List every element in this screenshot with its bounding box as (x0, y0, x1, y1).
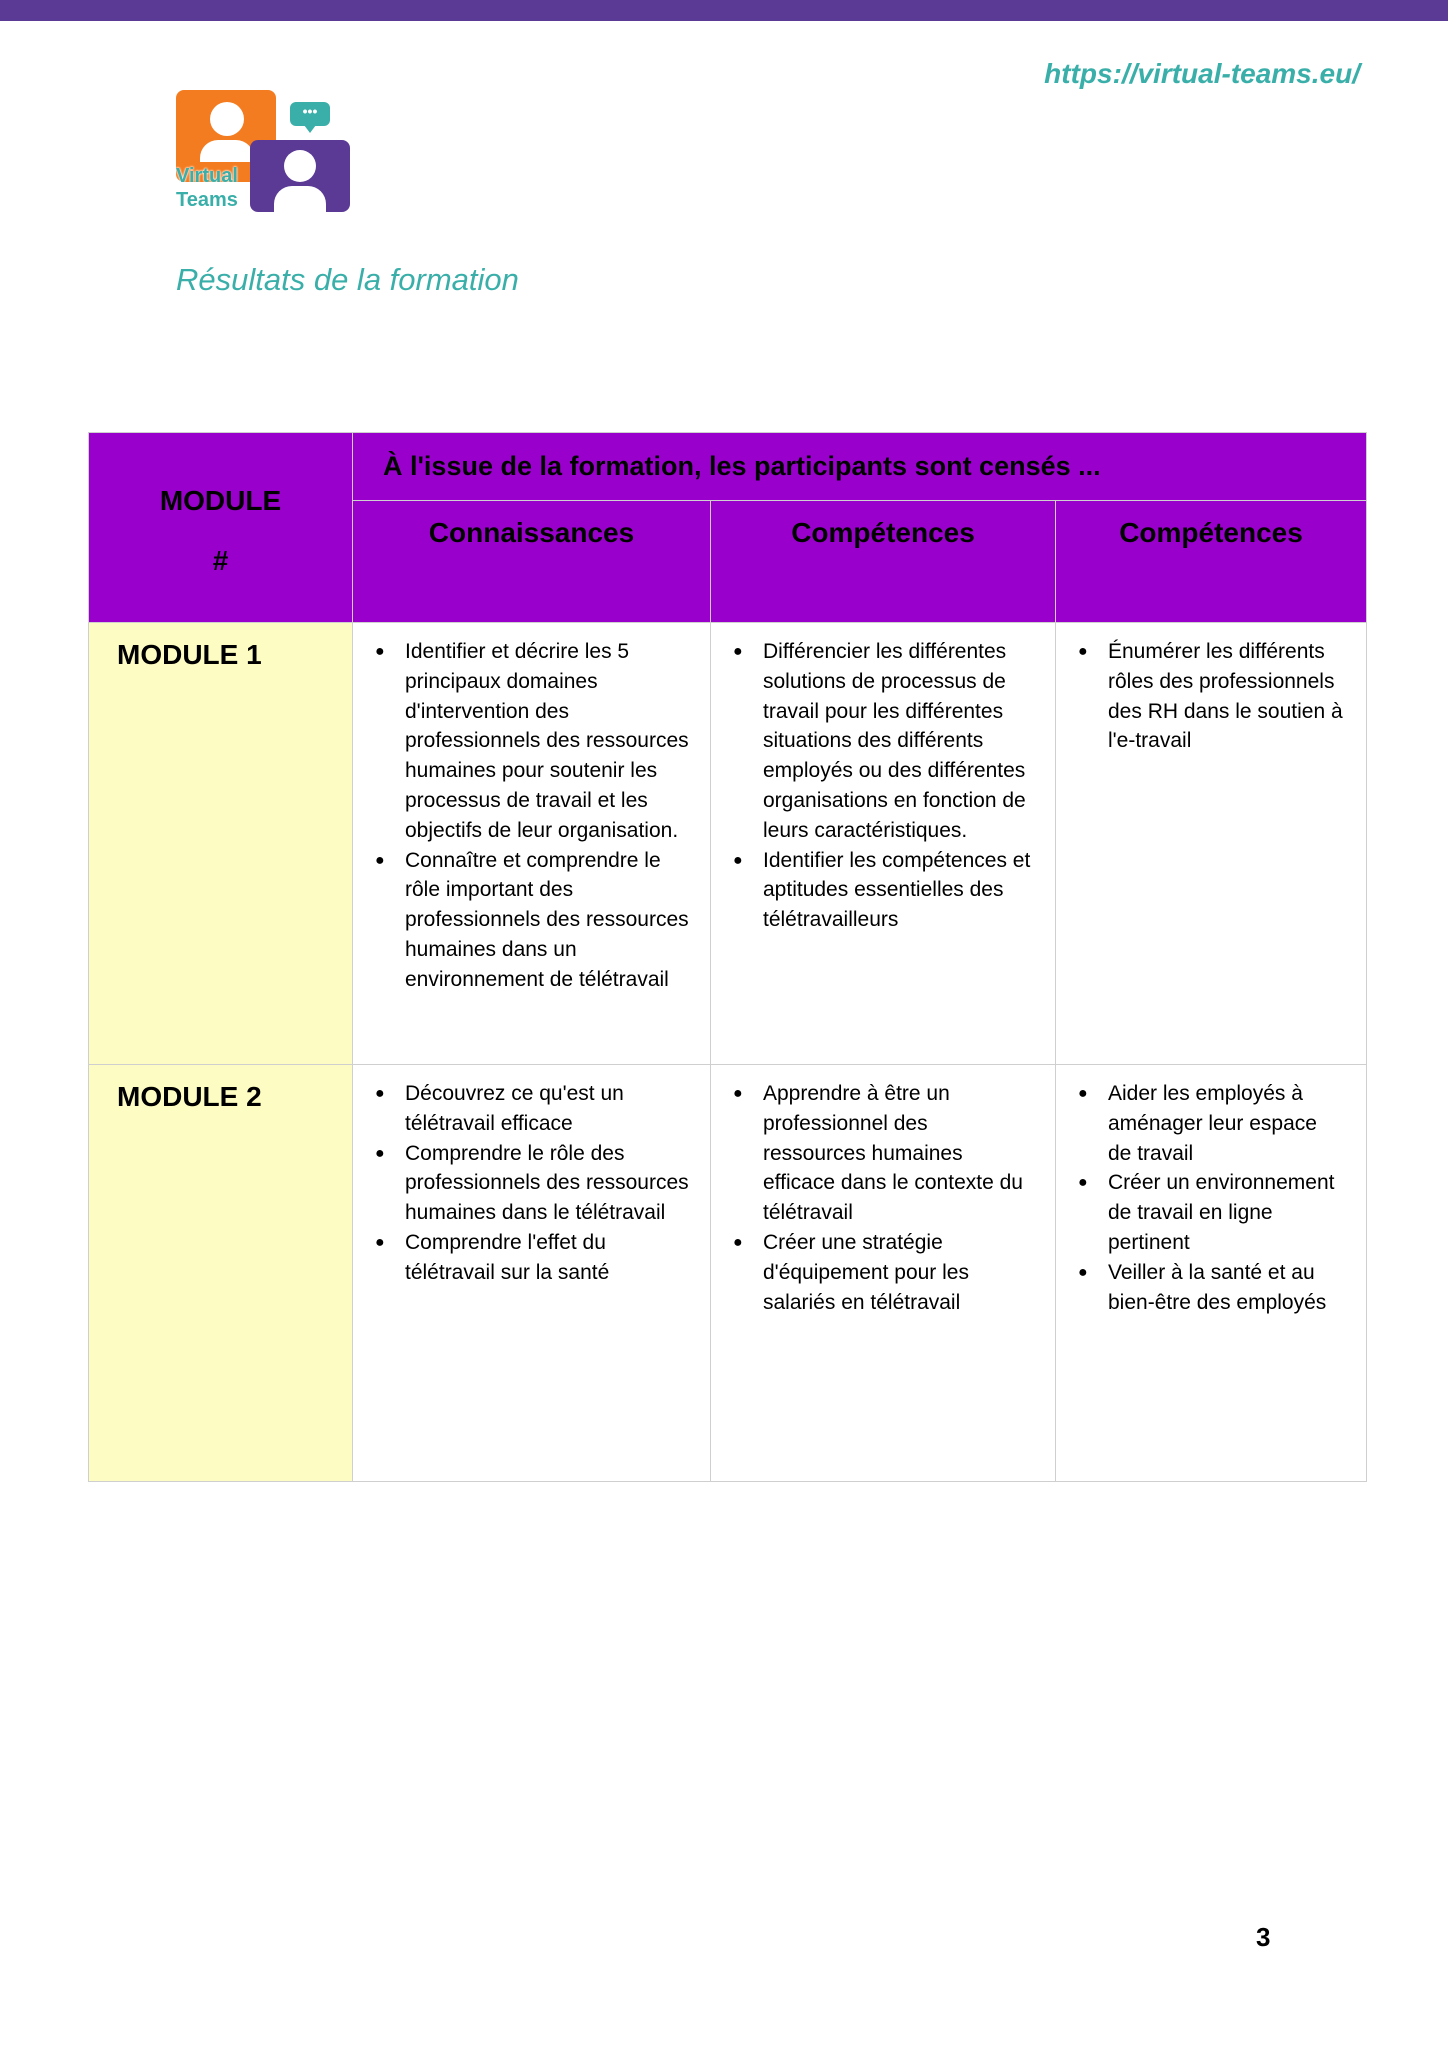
table-row (89, 1065, 1367, 1482)
outcome-list (1056, 623, 1366, 756)
module-number-header (89, 433, 353, 623)
list-item: ● Créer une stratégie d'équipement pour les salariés en télétravail (763, 1228, 1035, 1317)
logo-person-body-orange (200, 140, 254, 162)
module-header-hash: # (212, 545, 229, 576)
list-item: ● Apprendre à être un professionnel des ressources humaines efficace dans le contexte du télétravail (763, 1079, 1035, 1228)
site-url[interactable]: https://virtual-teams.eu/ (1044, 58, 1360, 89)
section-title: Résultats de la formation (176, 262, 519, 297)
list-item: ● Comprendre le rôle des professionnels des ressources humaines dans le télétravail (405, 1139, 690, 1228)
learning-outcomes-table (88, 432, 1367, 1482)
expectation-header: À l'issue de la formation, les participants sont censés ... (353, 433, 1367, 501)
logo-text (176, 164, 238, 212)
column-header-skills: Compétences (711, 501, 1056, 623)
outcome-list (711, 623, 1055, 935)
module-label: MODULE 1 (89, 623, 353, 1065)
outcome-cell (711, 623, 1056, 1065)
logo-person-head-purple (284, 150, 316, 182)
list-item: ● Identifier et décrire les 5 principaux domaines d'intervention des professionnels des ressources humaines pour soutenir les processus de travail et les objectifs de leur organisation. (405, 637, 690, 846)
column-header-knowledge: Connaissances (353, 501, 711, 623)
chat-bubble-icon: ••• (290, 102, 330, 126)
page-number: 3 (1256, 1922, 1271, 1952)
list-item: ● Aider les employés à aménager leur espace de travail (1108, 1079, 1346, 1168)
logo-text-line2: Teams (176, 189, 238, 211)
column-header-competences: Compétences (1056, 501, 1367, 623)
outcome-cell (353, 623, 711, 1065)
list-item: ● Veiller à la santé et au bien-être des employés (1108, 1258, 1346, 1318)
logo-person-head-orange (210, 102, 244, 136)
module-header-label: MODULE (159, 485, 282, 516)
outcome-list (353, 623, 710, 995)
module-label: MODULE 2 (89, 1065, 353, 1482)
list-item: ● Différencier les différentes solutions de processus de travail pour les différentes situations des différents employés ou des différentes organisations en fonction de leurs caractéristiques. (763, 637, 1035, 846)
top-bar (0, 0, 1448, 21)
virtual-teams-logo (176, 88, 352, 214)
outcome-list (353, 1065, 710, 1288)
outcome-list (1056, 1065, 1366, 1317)
list-item: ● Découvrez ce qu'est un télétravail efficace (405, 1079, 690, 1139)
outcome-cell (711, 1065, 1056, 1482)
outcome-list (711, 1065, 1055, 1317)
logo-person-body-purple (274, 186, 326, 212)
list-item: ● Identifier les compétences et aptitudes essentielles des télétravailleurs (763, 846, 1035, 935)
list-item: ● Comprendre l'effet du télétravail sur la santé (405, 1228, 690, 1288)
table-row (89, 623, 1367, 1065)
list-item: ● Connaître et comprendre le rôle important des professionnels des ressources humaines dans un environnement de télétravail (405, 846, 690, 995)
outcome-cell (353, 1065, 711, 1482)
logo-text-line1: Virtual (176, 165, 238, 187)
outcome-cell (1056, 623, 1367, 1065)
list-item: ● Créer un environnement de travail en ligne pertinent (1108, 1168, 1346, 1257)
outcome-cell (1056, 1065, 1367, 1482)
list-item: ● Énumérer les différents rôles des professionnels des RH dans le soutien à l'e-travail (1108, 637, 1346, 756)
